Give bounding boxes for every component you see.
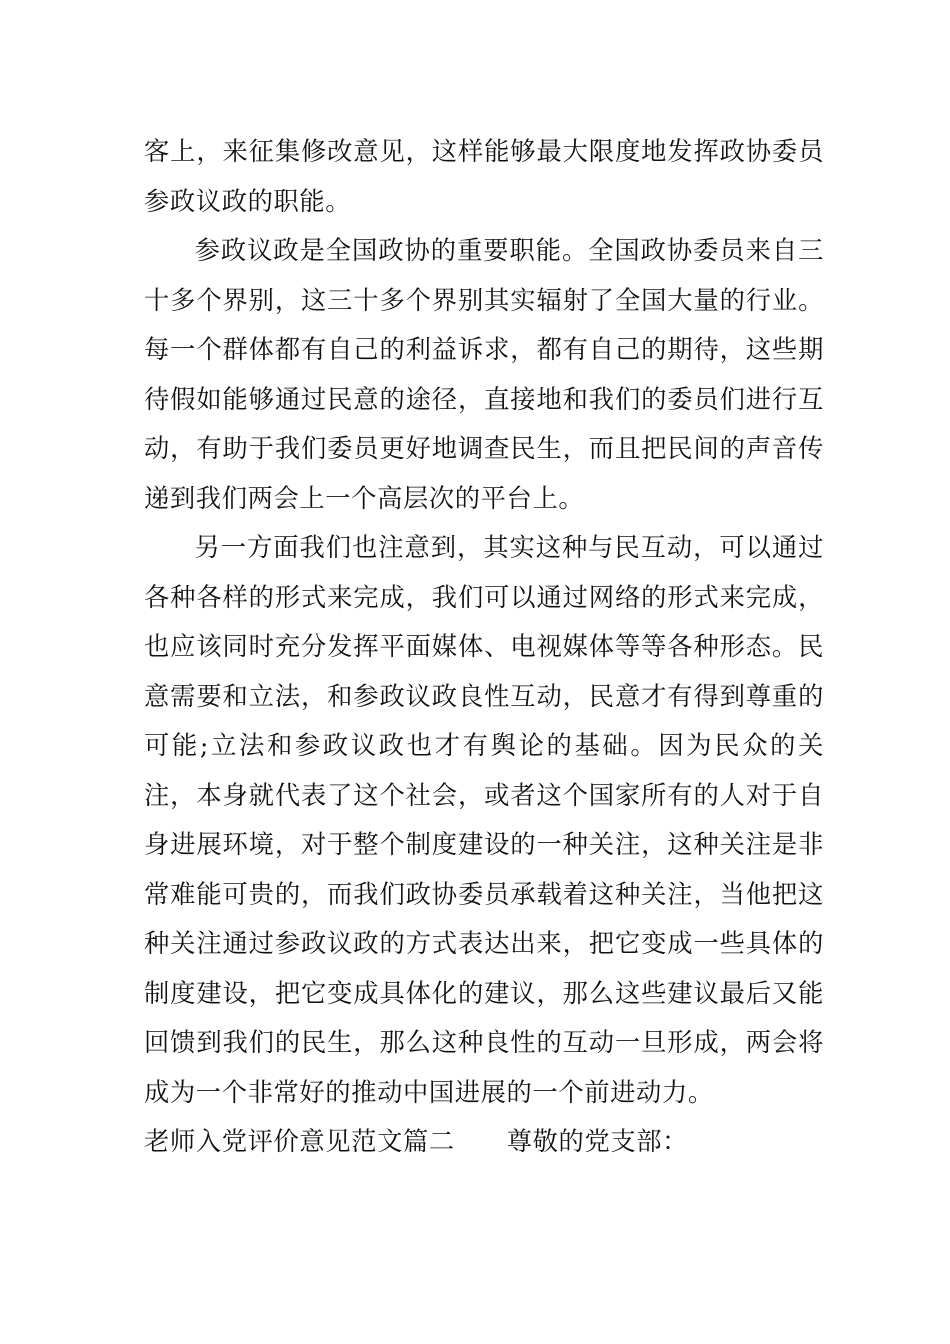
paragraph-interaction: 另一方面我们也注意到，其实这种与民互动，可以通过各种各样的形式来完成，我们可以通过网络的形式来完成，也应该同时充分发挥平面媒体、电视媒体等等各种形态。民意需要和立法，和参政议政良性互动，民意才有得到尊重的可能;立法和参政议政也才有舆论的基础。因为民众的关注，本身就代表了这个社会，或者这个国家所有的人对于自身进展环境，对于整个制度建设的一种关注，这种关注是非常难能可贵的，而我们政协委员承载着这种关注，当他把这种关注通过参政议政的方式表达出来，把它变成一些具体的制度建设，把它变成具体化的建议，那么这些建议最后又能回馈到我们的民生，那么这种良性的互动一旦形成，两会将成为一个非常好的推动中国进展的一个前进动力。 xyxy=(144,533,824,1107)
document-page xyxy=(144,127,824,1167)
section-heading xyxy=(144,1117,824,1167)
paragraph-continuation: 客上，来征集修改意见，这样能够最大限度地发挥政协委员参政议政的职能。 xyxy=(144,137,824,216)
salutation: 尊敬的党支部： xyxy=(506,1127,689,1156)
section-title: 老师入党评价意见范文篇二 xyxy=(144,1127,455,1156)
paragraph-participation: 参政议政是全国政协的重要职能。全国政协委员来自三十多个界别，这三十多个界别其实辐射了全国大量的行业。每一个群体都有自己的利益诉求，都有自己的期待，这些期待假如能够通过民意的途径，直接地和我们的委员们进行互动，有助于我们委员更好地调查民生，而且把民间的声音传递到我们两会上一个高层次的平台上。 xyxy=(144,236,824,513)
